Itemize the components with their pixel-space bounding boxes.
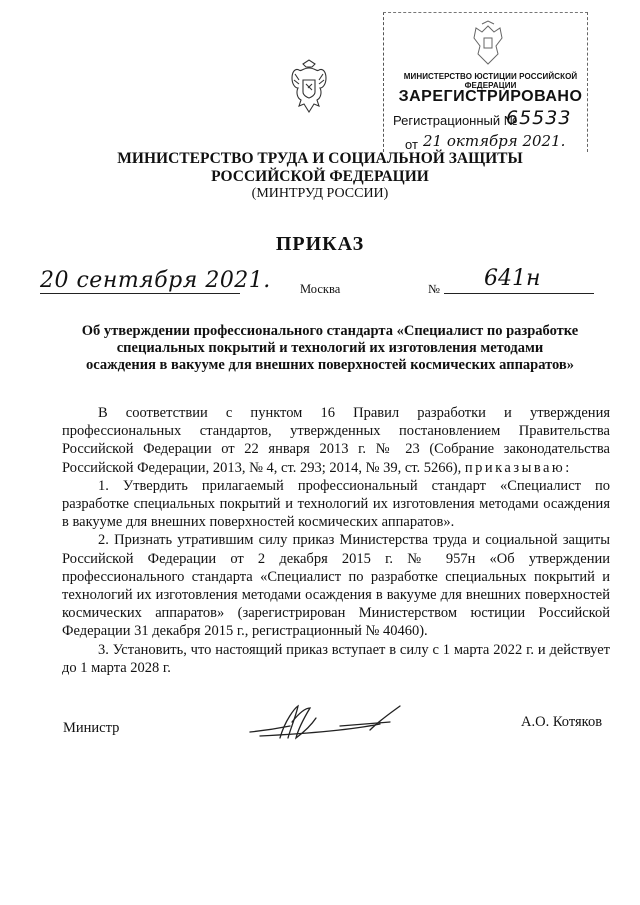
signatory-name: А.О. Котяков [521, 714, 603, 730]
intro-text: В соответствии с пунктом 16 Правил разработки и утверждения профессиональных стандартов, утвержденных постановлением Правительства Российской Федерации от 22 января 2013 г. № 23 (Собрание законодательства Российской Федерации, 2013, № 4, ст. 293; 2014, № 39, ст. 5266), [62, 405, 610, 476]
order-number: 641н [484, 266, 541, 291]
order-city: Москва [300, 282, 341, 296]
ministry-name-line1: МИНИСТЕРСТВО ТРУДА И СОЦИАЛЬНОЙ ЗАЩИТЫ [117, 150, 523, 167]
stamp-ministry: МИНИСТЕРСТВО ЮСТИЦИИ РОССИЙСКОЙ ФЕДЕРАЦИИ [403, 72, 578, 90]
date-underline [40, 293, 240, 294]
signatory-position: Министр [63, 720, 120, 736]
stamp-date-label: от [405, 137, 418, 152]
order-number-label: № [428, 282, 440, 296]
ministry-name-line2: РОССИЙСКОЙ ФЕДЕРАЦИИ [211, 168, 429, 185]
stamp-date-value: 21 октября 2021. [423, 132, 566, 150]
order-title: Об утверждении профессионального стандарта «Специалист по разработке специальных покрытий и технологий их изготовления методами осаждения в вакууме для внешних поверхностей космических аппаратов» [81, 323, 579, 373]
ministry-short-name: (МИНТРУД РОССИИ) [251, 186, 389, 201]
stamp-reg-number-label: Регистрационный № [393, 113, 518, 128]
stamp-registered: ЗАРЕГИСТРИРОВАНО [398, 88, 583, 105]
item-3: 3. Установить, что настоящий приказ вступает в силу с 1 марта 2022 г. и действует до 1 марта 2028 г. [62, 641, 610, 676]
handwritten-signature [240, 700, 420, 745]
order-date: 20 сентября 2021. [40, 268, 271, 293]
order-body [62, 404, 610, 677]
document-type: ПРИКАЗ [275, 233, 365, 255]
coat-of-arms-icon [289, 58, 329, 116]
number-underline [444, 293, 594, 294]
decree-word: приказываю: [464, 459, 572, 476]
item-2: 2. Признать утратившим силу приказ Министерства труда и социальной защиты Российской Федерации от 2 декабря 2015 г. № 957н «Об утверждении профессионального стандарта «Специалист по разработке специальных покрытий и технологий их изготовления методами осаждения в вакууме для внешних поверхностей космических аппаратов» (зарегистрирован Министерством юстиции Российской Федерации 31 декабря 2015 г., регистрационный № 40460). [62, 532, 610, 640]
stamp-emblem-icon [468, 20, 508, 68]
registration-stamp [383, 12, 588, 152]
item-1: 1. Утвердить прилагаемый профессиональный стандарт «Специалист по разработке специальных покрытий и технологий их изготовления методами осаждения в вакууме для внешних поверхностей космических аппаратов». [62, 477, 610, 531]
stamp-reg-number: 65533 [506, 107, 572, 129]
intro-paragraph [62, 404, 610, 477]
